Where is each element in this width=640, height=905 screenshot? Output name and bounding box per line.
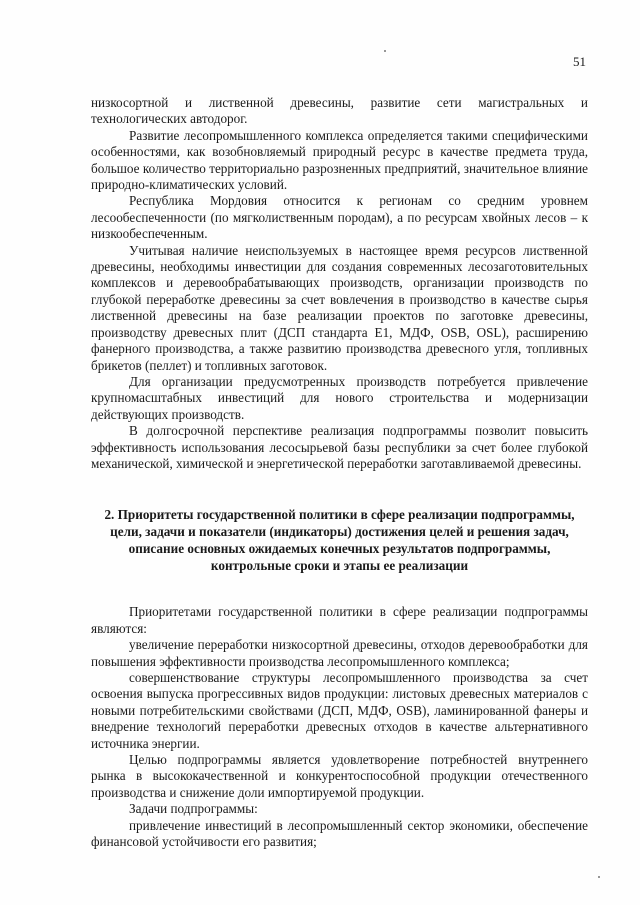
paragraph: совершенствование структуры лесопромышленного производства за счет освоения выпуска прогрессивных видов продукции: листовых древесных материалов с новыми потребительскими свойствами (ДСП, МДФ, OSB), ламинированной фанеры и внедрение технологий переработки древесных отходов в качестве альтернативного источника энергии.	[91, 669, 588, 751]
paragraph: Целью подпрограммы является удовлетворение потребностей внутреннего рынка в высококачественной и конкурентоспособной продукции отечественного производства и снижение доли импортируемой продукции.	[91, 752, 588, 800]
paragraph: Развитие лесопромышленного комплекса определяется такими специфическими особенностями, как возобновляемый природный ресурс в качестве предмета труда, большое количество территориально разрозненных предприятий, значительное влияние природно-климатических условий.	[91, 127, 588, 193]
paragraph: увеличение переработки низкосортной древесины, отходов деревообработки для повышения эффективности производства лесопромышленного комплекса;	[91, 637, 588, 669]
section-heading: 2. Приоритеты государственной политики в сфере реализации подпрограммы, цели, задачи и показатели (индикаторы) достижения целей и решения задач, описание основных ожидаемых конечных результатов подпрограммы, контрольные сроки и этапы ее реализации	[104, 507, 575, 574]
paragraph: В долгосрочной перспективе реализация подпрограммы позволит повысить эффективность использования лесосырьевой базы республики за счет более глубокой механической, химической и энергетической переработки заготавливаемой древесины.	[91, 423, 588, 471]
top-section	[91, 95, 588, 472]
paragraph: Для организации предусмотренных производств потребуется привлечение крупномасштабных инвестиций для нового строительства и модернизации действующих производств.	[91, 373, 588, 422]
paragraph: Задачи подпрограммы:	[129, 801, 258, 817]
scan-speck	[598, 876, 600, 878]
paragraph: Приоритетами государственной политики в сфере реализации подпрограммы являются:	[91, 604, 588, 636]
paragraph: низкосортной и лиственной древесины, развитие сети магистральных и технологических автодорог.	[91, 95, 588, 127]
page-number: 51	[573, 54, 586, 69]
paragraph: Республика Мордовия относится к регионам со средним уровнем лесообеспеченности (по мягколиственным породам), а по ресурсам хвойных лесов – к низкообеспеченным.	[91, 193, 588, 242]
bottom-section	[91, 604, 588, 850]
paragraph: Учитывая наличие неиспользуемых в настоящее время ресурсов лиственной древесины, необходимы инвестиции для создания современных лесозаготовительных комплексов и деревообрабатывающих производств, организации производств по глубокой переработке древесины за счет вовлечения в производство в качестве сырья лиственной древесины на базе реализации проектов по заготовке древесины, производству древесных плит (ДСП стандарта Е1, МДФ, OSB, OSL), расширению фанерного производства, а также развитию производства древесного угля, топливных брикетов (пеллет) и топливных заготовок.	[91, 242, 588, 373]
document-body	[91, 95, 588, 850]
scan-speck	[384, 50, 386, 52]
paragraph: привлечение инвестиций в лесопромышленный сектор экономики, обеспечение финансовой устойчивости его развития;	[91, 817, 588, 850]
